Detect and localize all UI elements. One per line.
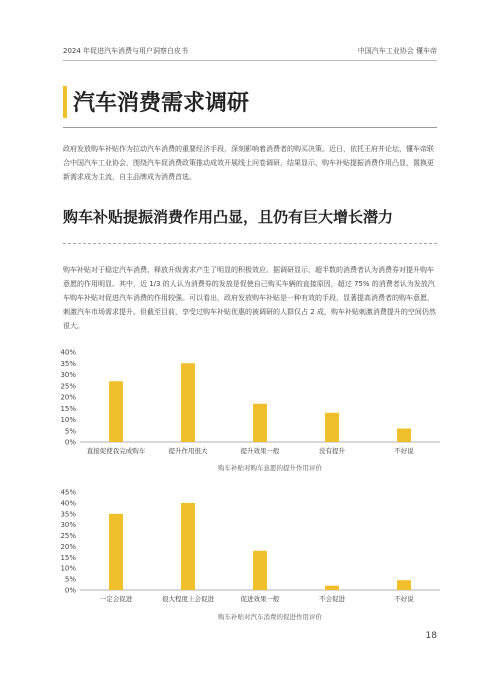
y-tick-label: 0% — [64, 438, 76, 447]
section-title-accent-bar — [63, 86, 67, 118]
y-tick-label: 15% — [60, 553, 76, 562]
bar — [325, 586, 339, 590]
x-category-label: 提升效果一般 — [240, 447, 280, 455]
chart-purchase-intent-svg — [40, 346, 460, 486]
x-category-label: 一定会促进 — [99, 595, 133, 603]
body-paragraph: 购车补贴对于稳定汽车消费、释放升级需求产生了明显的积极效应。据调研显示，超半数的消费者认为消费券对提升购车意愿的作用明显。其中，近 1/3 的人认为消费券的发放是促使自己购买车辆的直接原因，超过 75% 的消费者认为发放汽车购车补贴对促进汽车消费的作用较强。可以看出，政府发放购车补贴是一种有效的手段，显著提高消费者的购车意愿，刺激汽车市场需求提升。但截至目前，享受过购车补贴优惠的被调研的人群仅占 2 成，购车补贴刺激消费提升的空间仍然很大。 — [63, 266, 436, 330]
y-tick-label: 35% — [60, 510, 76, 519]
bar — [397, 429, 411, 443]
x-category-label: 没有提升 — [319, 447, 345, 455]
bar — [325, 413, 339, 442]
y-tick-label: 5% — [64, 575, 76, 584]
bar — [181, 363, 195, 442]
y-tick-label: 40% — [60, 499, 76, 508]
bar — [109, 381, 123, 442]
section-title-divider — [63, 127, 437, 128]
x-category-label: 很大程度上会促进 — [162, 595, 214, 603]
y-tick-label: 30% — [60, 521, 76, 530]
y-tick-label: 25% — [60, 532, 76, 541]
y-tick-label: 45% — [60, 488, 76, 497]
x-category-label: 不好说 — [394, 447, 414, 455]
header-report-title: 2024 年促进汽车消费与用户洞察白皮书 — [63, 47, 189, 55]
bar — [397, 580, 411, 590]
x-category-label: 不好说 — [394, 595, 414, 603]
bar — [181, 503, 195, 590]
y-tick-label: 10% — [60, 564, 76, 573]
chart-consumption-promotion-svg — [40, 485, 460, 635]
chart-purchase-intent — [40, 346, 460, 486]
chart-consumption-promotion — [40, 485, 460, 635]
y-tick-label: 15% — [60, 404, 76, 413]
bar — [109, 514, 123, 590]
page-header — [63, 46, 437, 60]
chart-caption: 购车补贴对购车意愿的提升作用评价 — [218, 464, 322, 472]
page-number: 18 — [425, 631, 437, 641]
x-category-label: 提升作用很大 — [168, 447, 208, 455]
y-tick-label: 35% — [60, 359, 76, 368]
header-divider — [63, 60, 437, 61]
y-tick-label: 0% — [64, 586, 76, 595]
y-tick-label: 25% — [60, 382, 76, 391]
y-tick-label: 30% — [60, 371, 76, 379]
subsection-dashed-divider — [63, 243, 437, 244]
section-title: 汽车消费需求调研 — [73, 91, 250, 116]
intro-paragraph: 政府发放购车补贴作为拉动汽车消费的重要经济手段，深刻影响着消费者的购买决策。近日，依托王府井论坛，懂车帝联合中国汽车工业协会，围绕汽车促消费政策推动成效开展线上问卷调研，结果显示，购车补贴提振消费作用凸显，置换更新需求成为主流，自主品牌成为消费首选。 — [63, 145, 434, 181]
y-tick-label: 10% — [60, 416, 76, 424]
y-tick-label: 20% — [60, 393, 76, 402]
x-category-label: 直接促使我完成购车 — [86, 447, 146, 455]
x-category-label: 不会促进 — [319, 595, 345, 603]
y-tick-label: 20% — [60, 542, 76, 551]
subsection-title: 购车补贴提振消费作用凸显，且仍有巨大增长潜力 — [63, 208, 394, 226]
y-tick-label: 5% — [64, 427, 76, 436]
bar — [253, 404, 267, 442]
chart-caption: 购车补贴对汽车消费的促进作用评价 — [218, 613, 322, 621]
y-tick-label: 40% — [60, 348, 76, 357]
bar — [253, 551, 267, 590]
x-category-label: 促进效果一般 — [240, 595, 280, 603]
header-publishers: 中国汽车工业协会 懂车帝 — [357, 47, 437, 55]
